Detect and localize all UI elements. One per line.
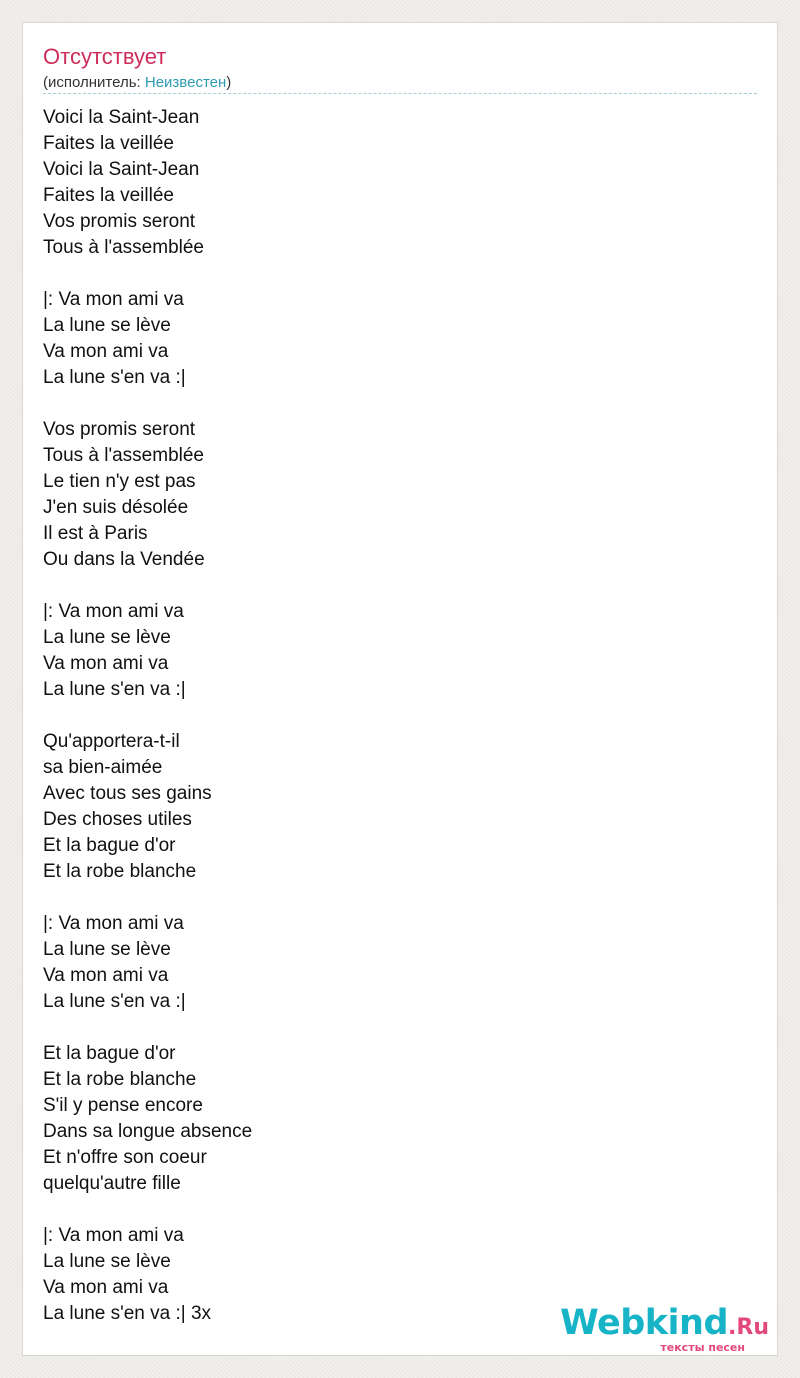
lyric-line: Va mon ami va [43, 1277, 169, 1298]
lyric-line: Des choses utiles [43, 809, 192, 830]
song-title: Отсутствует [43, 44, 167, 69]
lyric-line: J'en suis désolée [43, 497, 189, 518]
lyrics-stanza [43, 105, 743, 261]
lyric-line: Qu'apportera-t-il [43, 731, 180, 752]
lyric-line: Et n'offre son coeur [43, 1147, 207, 1168]
lyric-line: Dans sa longue absence [43, 1121, 253, 1142]
lyrics-stanza [43, 599, 743, 703]
lyric-line: La lune se lève [43, 1251, 171, 1272]
lyric-line: sa bien-aimée [43, 757, 163, 778]
lyric-line: Tous à l'assemblée [43, 445, 204, 466]
lyric-line: Voici la Saint-Jean [43, 159, 200, 180]
lyric-line: Faites la veillée [43, 185, 174, 206]
lyrics-card [22, 22, 778, 1356]
lyric-line: quelqu'autre fille [43, 1173, 181, 1194]
lyric-line: Vos promis seront [43, 211, 196, 232]
lyric-line: |: Va mon ami va [43, 289, 184, 310]
logo-tld: .Ru [728, 1315, 769, 1340]
lyric-line: Vos promis seront [43, 419, 196, 440]
title-divider [43, 93, 757, 94]
lyric-line: S'il y pense encore [43, 1095, 203, 1116]
artist-link[interactable]: Неизвестен [144, 74, 227, 91]
site-logo[interactable] [560, 1305, 769, 1353]
lyrics-stanza [43, 729, 743, 885]
artist-prefix: (исполнитель: [43, 74, 145, 91]
artist-suffix: ) [226, 74, 232, 91]
lyric-line: La lune s'en va :| [43, 991, 186, 1012]
lyrics-text [43, 105, 743, 1353]
lyrics-stanza [43, 417, 743, 573]
lyrics-stanza [43, 287, 743, 391]
lyric-line: Va mon ami va [43, 653, 169, 674]
lyric-line: La lune se lève [43, 627, 171, 648]
lyric-line: |: Va mon ami va [43, 601, 184, 622]
lyric-line: Tous à l'assemblée [43, 237, 204, 258]
lyric-line: Et la robe blanche [43, 861, 197, 882]
logo-tagline: тексты песен [660, 1341, 745, 1354]
lyric-line: La lune se lève [43, 939, 171, 960]
lyric-line: |: Va mon ami va [43, 913, 184, 934]
lyric-line: Il est à Paris [43, 523, 148, 544]
lyric-line: |: Va mon ami va [43, 1225, 184, 1246]
lyric-line: Et la robe blanche [43, 1069, 197, 1090]
lyric-line: La lune s'en va :| [43, 367, 186, 388]
lyric-line: Et la bague d'or [43, 835, 176, 856]
lyric-line: La lune s'en va :| 3x [43, 1303, 212, 1324]
lyric-line: Va mon ami va [43, 341, 169, 362]
logo-brand: Webkind [560, 1303, 729, 1343]
lyrics-stanza [43, 1041, 743, 1197]
lyric-line: Voici la Saint-Jean [43, 107, 200, 128]
lyric-line: Va mon ami va [43, 965, 169, 986]
lyric-line: La lune se lève [43, 315, 171, 336]
lyric-line: Le tien n'y est pas [43, 471, 196, 492]
lyric-line: Et la bague d'or [43, 1043, 176, 1064]
logo-wordmark [560, 1305, 769, 1346]
artist-line [43, 74, 231, 92]
lyric-line: La lune s'en va :| [43, 679, 186, 700]
lyric-line: Avec tous ses gains [43, 783, 212, 804]
lyric-line: Ou dans la Vendée [43, 549, 205, 570]
lyrics-stanza [43, 911, 743, 1015]
lyric-line: Faites la veillée [43, 133, 174, 154]
